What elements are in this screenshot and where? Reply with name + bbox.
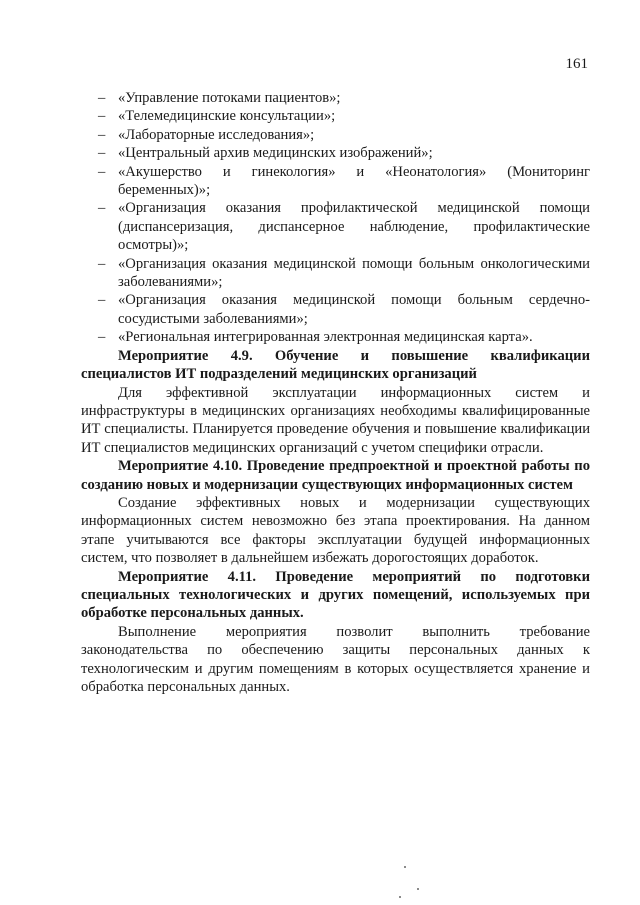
list-item-text: «Акушерство и гинекология» и «Неонатология» (Мониторинг беременных)»; xyxy=(118,163,590,199)
list-item-text: «Управление потоками пациентов»; xyxy=(118,90,341,106)
page-number: 161 xyxy=(565,56,588,72)
list-item xyxy=(81,144,590,162)
dash-marker: – xyxy=(98,90,106,106)
list-item xyxy=(81,107,590,125)
list-item xyxy=(81,199,590,254)
list-item-text: «Организация оказания профилактической медицинской помощи (диспансеризация, диспансерное наблюдение, профилактические осмотры)»; xyxy=(118,200,590,254)
measure-4-10-body: Создание эффективных новых и модернизации существующих информационных систем невозможно без этапа проектирования. На данном этапе учитываются все факторы эксплуатации будущей информационных систем, что позволяет в дальнейшем избежать дорогостоящих доработок. xyxy=(81,494,590,567)
scan-speck xyxy=(399,896,401,898)
list-item-text: «Организация оказания медицинской помощи больным сердечно-сосудистыми заболеваниями»; xyxy=(118,292,590,327)
dash-marker: – xyxy=(98,145,106,162)
list-item-text: «Лабораторные исследования»; xyxy=(118,126,315,143)
measure-4-9-body: Для эффективной эксплуатации информационных систем и инфраструктуры в медицинских организациях необходимы квалифицированные ИТ специалисты. Планируется проведение обучения и повышение квалификации ИТ специалистов медицинских организаций с учетом специфики отрасли. xyxy=(81,384,590,456)
list-item xyxy=(81,328,590,346)
measure-4-10-title: Мероприятие 4.10. Проведение предпроектной и проектной работы по созданию новых и модернизации существующих информационных систем xyxy=(81,458,590,493)
scan-speck xyxy=(417,888,419,890)
dash-marker: – xyxy=(98,126,106,143)
measure-4-11-title: Мероприятие 4.11. Проведение мероприятий по подготовки специальных технологических и других помещений, используемых при обработке персональных данных. xyxy=(81,568,590,622)
measure-4-11-body: Выполнение мероприятия позволит выполнить требование законодательства по обеспечению защиты персональных данных к технологическим и другим помещениям в которых осуществляется хранение и обработка персональных данных. xyxy=(81,623,590,695)
list-item xyxy=(81,163,590,200)
list-item xyxy=(81,255,590,292)
page-content xyxy=(81,89,590,696)
list-item xyxy=(81,89,590,107)
list-item-text: «Организация оказания медицинской помощи больным онкологическими заболеваниями»; xyxy=(118,255,590,291)
dash-marker: – xyxy=(98,255,106,272)
measure-4-9-title: Мероприятие 4.9. Обучение и повышение квалификации специалистов ИТ подразделений медицинских организаций xyxy=(81,347,590,383)
list-item-text: «Региональная интегрированная электронная медицинская карта». xyxy=(118,329,533,346)
list-item xyxy=(81,291,590,328)
scan-speck xyxy=(404,866,406,868)
subsystem-list xyxy=(81,89,590,347)
dash-marker: – xyxy=(98,108,106,125)
dash-marker: – xyxy=(98,329,106,346)
list-item-text: «Телемедицинские консультации»; xyxy=(118,108,336,125)
dash-marker: – xyxy=(98,292,106,309)
list-item xyxy=(81,126,590,144)
dash-marker: – xyxy=(98,163,106,180)
list-item-text: «Центральный архив медицинских изображений»; xyxy=(118,145,433,162)
dash-marker: – xyxy=(98,200,106,217)
